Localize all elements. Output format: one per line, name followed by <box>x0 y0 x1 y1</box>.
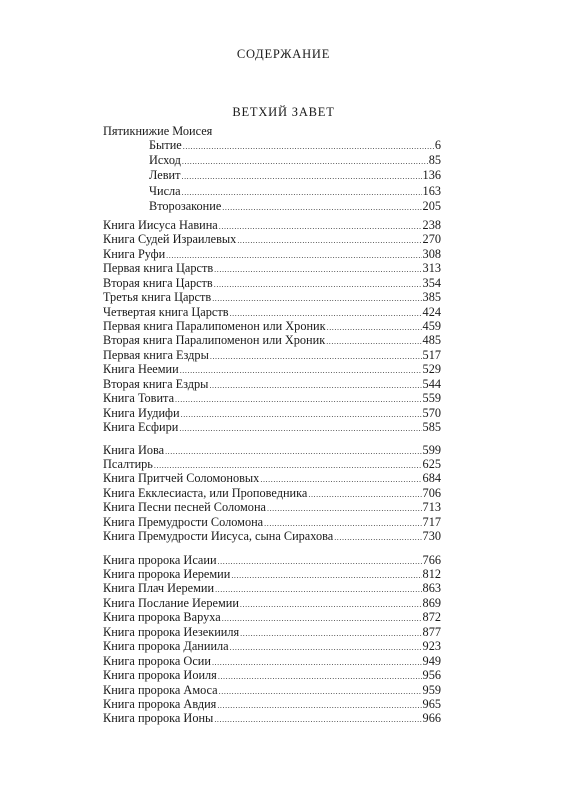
toc-entry-page-number: 517 <box>422 347 441 362</box>
toc-entry-page-number: 354 <box>422 275 441 290</box>
toc-entry-page-number: 863 <box>422 581 441 596</box>
dot-leader <box>182 185 422 200</box>
toc-entry <box>103 184 441 199</box>
toc-entry-page-number: 949 <box>422 653 441 668</box>
toc-entry-title: Книга пророка Иоиля <box>103 668 217 683</box>
dot-leader <box>181 408 422 422</box>
toc-entry <box>103 377 441 391</box>
toc-entry <box>103 697 441 711</box>
dot-leader <box>240 598 422 612</box>
toc-entry-title: Вторая книга Царств <box>103 275 213 290</box>
toc-entry-page-number: 6 <box>434 138 441 152</box>
toc-entry-title: Вторая книга Паралипоменон или Хроник <box>103 333 326 348</box>
dot-leader <box>218 555 422 569</box>
toc-entry-page-number: 713 <box>422 500 441 515</box>
toc-entry <box>103 232 441 246</box>
toc-entry-title: Третья книга Царств <box>103 290 212 305</box>
toc-entry-title: Книга пророка Варуха <box>103 610 221 625</box>
toc-entry-page-number: 85 <box>428 153 441 168</box>
toc-entry <box>103 305 441 319</box>
toc-entry-page-number: 956 <box>422 668 441 683</box>
toc-entry <box>103 567 441 581</box>
toc-entry <box>103 348 441 362</box>
toc-entry-page-number: 599 <box>422 442 441 457</box>
dot-leader <box>182 154 428 169</box>
dot-leader <box>240 627 421 641</box>
toc-entry <box>103 290 441 304</box>
toc-entry-page-number: 163 <box>422 183 441 198</box>
toc-entry-title: Книга Руфи <box>103 246 166 261</box>
prophets-group <box>103 553 441 726</box>
toc-entry <box>103 199 441 214</box>
toc-entry-title: Книга Притчей Соломоновых <box>103 471 260 486</box>
toc-entry-page-number: 585 <box>422 420 441 435</box>
dot-leader <box>212 292 421 306</box>
contents-heading: СОДЕРЖАНИЕ <box>236 47 331 61</box>
toc-entry <box>103 639 441 653</box>
toc-entry-title: Книга пророка Исаии <box>103 552 217 567</box>
toc-entry <box>103 471 441 485</box>
toc-entry-page-number: 812 <box>422 567 441 581</box>
dot-leader <box>165 445 421 459</box>
toc-entry <box>103 581 441 595</box>
toc-entry-title: Книга Товита <box>103 391 175 406</box>
dot-leader <box>230 641 422 655</box>
dot-leader <box>179 422 421 436</box>
toc-entry-page-number: 730 <box>422 529 441 544</box>
toc-entry <box>103 420 441 434</box>
toc-entry-page-number: 766 <box>422 552 441 567</box>
toc-entry-title: Числа <box>149 183 181 198</box>
dot-leader <box>219 685 422 699</box>
toc-entry-title: Книга Екклесиаста, или Проповедника <box>103 485 308 500</box>
toc-entry-page-number: 529 <box>422 362 441 377</box>
old-testament-heading: ВЕТХИЙ ЗАВЕТ <box>232 105 335 119</box>
dot-leader <box>217 699 421 713</box>
dot-leader <box>326 335 421 349</box>
dot-leader <box>214 713 421 727</box>
toc-entry-title: Книга Есфири <box>103 420 179 435</box>
toc-entry-title: Книга пророка Ионы <box>103 711 214 726</box>
toc-entry-title: Книга Иисуса Навина <box>103 217 218 232</box>
pentateuch-title: Пятикнижие Моисея <box>103 124 213 138</box>
toc-entry-page-number: 869 <box>422 595 441 610</box>
toc-entry-page-number: 706 <box>422 485 441 500</box>
toc-entry <box>103 711 441 725</box>
dot-leader <box>210 350 422 364</box>
toc-entry-page-number: 966 <box>422 711 441 726</box>
toc-entry-page-number: 965 <box>422 696 441 711</box>
dot-leader <box>267 502 422 516</box>
toc-entry-page-number: 385 <box>422 290 441 305</box>
toc-entry <box>103 596 441 610</box>
toc-entry-title: Книга Иова <box>103 442 165 457</box>
toc-entry-page-number: 625 <box>422 456 441 471</box>
toc-entry-page-number: 923 <box>422 639 441 654</box>
toc-entry-page-number: 877 <box>422 624 441 639</box>
historical-books-group <box>103 218 441 435</box>
toc-entry <box>103 443 441 457</box>
toc-entry-page-number: 717 <box>422 514 441 529</box>
dot-leader <box>215 583 421 597</box>
toc-entry <box>103 529 441 543</box>
wisdom-books-group <box>103 443 441 544</box>
dot-leader <box>219 220 422 234</box>
toc-entry <box>103 276 441 290</box>
toc-entry-page-number: 485 <box>422 333 441 348</box>
toc-entry-title: Книга пророка Осии <box>103 653 211 668</box>
toc-entry-title: Исход <box>149 153 181 168</box>
toc-entry <box>103 486 441 500</box>
toc-entry-page-number: 313 <box>422 261 441 276</box>
toc-entry-page-number: 424 <box>422 304 441 319</box>
dot-leader <box>334 531 421 545</box>
toc-entry <box>103 168 441 183</box>
toc-entry-title: Книга пророка Амоса <box>103 682 218 697</box>
dot-leader <box>180 364 422 378</box>
toc-entry-title: Книга пророка Иеремии <box>103 567 231 581</box>
toc-entry <box>103 319 441 333</box>
toc-entry-page-number: 136 <box>422 168 441 183</box>
dot-leader <box>214 263 421 277</box>
dot-leader <box>214 278 422 292</box>
toc-entry <box>103 261 441 275</box>
toc-entry-title: Книга Послание Иеремии <box>103 595 239 610</box>
toc-entry-page-number: 270 <box>422 232 441 247</box>
toc-entry-page-number: 205 <box>422 198 441 213</box>
dot-leader <box>231 569 421 583</box>
toc-entry-page-number: 544 <box>422 376 441 391</box>
toc-entry-title: Книга Премудрости Соломона <box>103 514 264 529</box>
toc-entry <box>103 391 441 405</box>
toc-entry-page-number: 308 <box>422 246 441 261</box>
toc-entry-page-number: 959 <box>422 682 441 697</box>
toc-entry-title: Псалтирь <box>103 456 153 471</box>
toc-entry-title: Первая книга Паралипоменон или Хроник <box>103 319 326 333</box>
dot-leader <box>237 234 421 248</box>
dot-leader <box>327 321 422 335</box>
dot-leader <box>308 488 421 502</box>
pentateuch-group <box>103 138 441 214</box>
toc-entry-page-number: 570 <box>422 405 441 420</box>
toc-entry-page-number: 872 <box>422 610 441 625</box>
toc-entry <box>103 610 441 624</box>
toc-entry-page-number: 684 <box>422 471 441 486</box>
toc-entry <box>103 515 441 529</box>
toc-entry <box>103 333 441 347</box>
toc-entry-title: Книга пророка Даниила <box>103 639 229 654</box>
toc-entry-title: Книга пророка Иезекииля <box>103 624 240 639</box>
toc-entry-title: Книга Иудифи <box>103 405 180 420</box>
toc-entry-title: Книга Премудрости Иисуса, сына Сирахова <box>103 529 334 544</box>
dot-leader <box>212 656 422 670</box>
toc-entry-title: Книга Песни песней Соломона <box>103 500 266 515</box>
toc-entry-page-number: 238 <box>422 217 441 232</box>
toc-entry-title: Первая книга Ездры <box>103 347 209 362</box>
dot-leader <box>209 379 421 393</box>
toc-entry <box>103 683 441 697</box>
toc-entry <box>103 457 441 471</box>
toc-entry <box>103 362 441 376</box>
toc-entry <box>103 500 441 514</box>
toc-entry <box>103 668 441 682</box>
toc-entry-title: Второзаконие <box>149 198 222 213</box>
toc-entry <box>103 218 441 232</box>
toc-entry-page-number: 559 <box>422 391 441 406</box>
toc-entry-title: Вторая книга Ездры <box>103 376 209 391</box>
toc-entry <box>103 553 441 567</box>
toc-entry <box>103 153 441 168</box>
toc-entry-title: Первая книга Царств <box>103 261 214 276</box>
toc-entry <box>103 138 441 153</box>
toc-entry <box>103 247 441 261</box>
dot-leader <box>183 139 434 154</box>
toc-entry-title: Книга Плач Иеремии <box>103 581 215 596</box>
dot-leader <box>218 670 422 684</box>
table-of-contents <box>103 124 441 726</box>
toc-entry <box>103 654 441 668</box>
dot-leader <box>222 612 422 626</box>
toc-entry-title: Левит <box>149 168 181 183</box>
toc-entry-title: Книга Судей Израилевых <box>103 232 237 247</box>
toc-entry-title: Четвертая книга Царств <box>103 304 229 319</box>
toc-entry-page-number: 459 <box>422 319 441 333</box>
toc-entry-title: Бытие <box>149 138 182 152</box>
toc-entry-title: Книга Неемии <box>103 362 179 377</box>
toc-entry <box>103 406 441 420</box>
toc-entry <box>103 625 441 639</box>
dot-leader <box>181 169 421 184</box>
dot-leader <box>175 393 422 407</box>
dot-leader <box>222 200 421 215</box>
toc-entry-title: Книга пророка Авдия <box>103 696 217 711</box>
